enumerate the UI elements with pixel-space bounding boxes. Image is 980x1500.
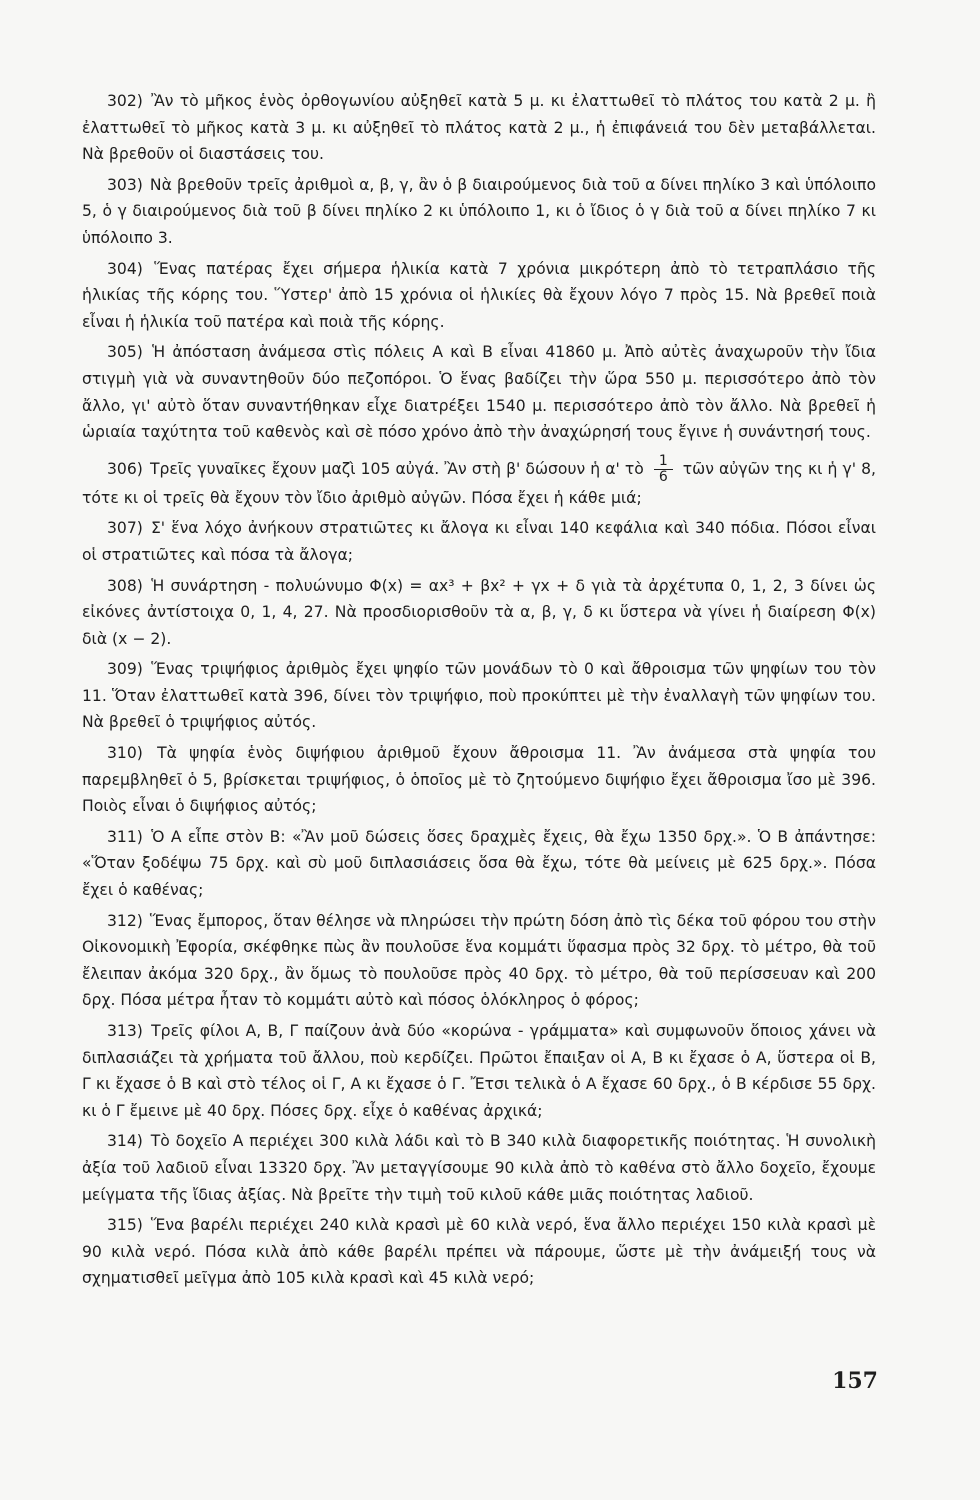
exercise-text: Ἡ συνάρτηση - πολυώνυμο Φ(x) = αx³ + βx² + γx + δ γιὰ τὰ ἀρχέτυπα 0, 1, 2, 3 δίνει ὡς εἰκόνες ἀντίστοιχα 0, 1, 4, 27. Νὰ προσδιορισθοῦν τὰ α, β, γ, δ κι ὕστερα νὰ γίνει ἡ διαίρεση Φ(x) διὰ (x − 2).	[82, 576, 876, 648]
exercise-309	[82, 656, 876, 736]
page-number: 157	[832, 1368, 878, 1394]
fraction-one-sixth	[654, 454, 673, 485]
exercise-number: 304)	[107, 259, 143, 278]
exercise-314	[82, 1128, 876, 1208]
exercise-311	[82, 824, 876, 904]
exercise-number: 312)	[107, 911, 143, 930]
exercise-text: Τρεῖς φίλοι Α, Β, Γ παίζουν ἀνὰ δύο «κορώνα - γράμματα» καὶ συμφωνοῦν ὅποιος χάνει νὰ διπλασιάζει τὰ χρήματα τοῦ ἄλλου, ποὺ κερδίζει. Πρῶτοι ἔπαιξαν οἱ Α, Β κι ἔχασε ὁ Α, ὕστερα οἱ Β, Γ κι ἔχασε ὁ Β καὶ στὸ τέλος οἱ Γ, Α κι ἔχασε ὁ Γ. Ἔτσι τελικὰ ὁ Α ἔχασε 60 δρχ., ὁ Β κέρδισε 55 δρχ. κι ὁ Γ ἔμεινε μὲ 40 δρχ. Πόσες δρχ. εἶχε ὁ καθένας ἀρχικά;	[82, 1022, 876, 1120]
exercise-number: 315)	[107, 1216, 143, 1235]
exercise-number: 310)	[107, 744, 143, 763]
exercise-305	[82, 339, 876, 445]
exercise-number: 302)	[107, 92, 143, 110]
exercise-310	[82, 740, 876, 820]
exercise-number: 313)	[107, 1022, 143, 1040]
exercise-315	[82, 1212, 876, 1292]
exercise-303	[82, 172, 876, 252]
exercise-306	[82, 454, 876, 512]
exercise-text: Ἡ ἀπόσταση ἀνάμεσα στὶς πόλεις Α καὶ Β εἶναι 41860 μ. Ἀπὸ αὐτὲς ἀναχωροῦν τὴν ἴδια στιγμὴ γιὰ νὰ συναντηθοῦν δύο πεζοπόροι. Ὁ ἕνας βαδίζει τὴν ὥρα 550 μ. περισσότερο ἀπὸ τὸν ἄλλο, γι' αὐτὸ ὅταν συναντήθηκαν εἶχε διατρέξει 1540 μ. περισσότερο ἀπὸ τὸν ἄλλο. Νὰ βρεθεῖ ἡ ὡριαία ταχύτητα τοῦ καθενὸς καὶ σὲ πόσο χρόνο ἀπὸ τὴν ἀναχώρησή τους ἔγινε ἡ συνάντησή τους.	[82, 343, 876, 442]
exercise-number: 308)	[107, 576, 143, 595]
exercise-313	[82, 1018, 876, 1124]
exercise-number: 305)	[107, 343, 143, 362]
exercise-text: Ὁ Α εἶπε στὸν Β: «Ἂν μοῦ δώσεις ὅσες δραχμὲς ἔχεις, θὰ ἔχω 1350 δρχ.». Ὁ Β ἀπάντησε: «Ὅταν ξοδέψω 75 δρχ. καὶ σὺ μοῦ διπλασιάσεις ὅσα θὰ ἔχω, τότε θὰ μείνεις μὲ 625 δρχ.». Πόσα ἔχει ὁ καθένας;	[82, 827, 876, 900]
exercise-308	[82, 573, 876, 653]
exercise-text: Ἕνα βαρέλι περιέχει 240 κιλὰ κρασὶ μὲ 60 κιλὰ νερό, ἕνα ἄλλο περιέχει 150 κιλὰ κρασὶ μὲ 90 κιλὰ νερό. Πόσα κιλὰ ἀπὸ κάθε βαρέλι πρέπει νὰ πάρουμε, ὥστε μὲ τὴν ἀνάμειξή τους νὰ σχηματισθεῖ μεῖγμα ἀπὸ 105 κιλὰ κρασὶ καὶ 45 κιλὰ νερό;	[82, 1216, 876, 1288]
exercise-text: Τὰ ψηφία ἑνὸς διψήφιου ἀριθμοῦ ἔχουν ἄθροισμα 11. Ἂν ἀνάμεσα στὰ ψηφία του παρεμβληθεῖ ὁ 5, βρίσκεται τριψήφιος, ὁ ὁποῖος μὲ τὸ ζητούμενο διψήφιο ἔχει ἄθροισμα ἴσο μὲ 396. Ποιὸς εἶναι ὁ διψήφιος αὐτός;	[82, 744, 876, 816]
exercise-text: Ἕνας ἔμπορος, ὅταν θέλησε νὰ πληρώσει τὴν πρώτη δόση ἀπὸ τὶς δέκα τοῦ φόρου του στὴν Οἰκονομικὴ Ἐφορία, σκέφθηκε πὼς ἂν πουλοῦσε ἕνα κομμάτι ὕφασμα πρὸς 32 δρχ. τὸ μέτρο, θὰ τοῦ ἔλειπαν ἀκόμα 320 δρχ., ἂν ὅμως τὸ πουλοῦσε πρὸς 40 δρχ. τὸ μέτρο, θὰ τοῦ περίσσευαν καὶ 200 δρχ. Πόσα μέτρα ἦταν τὸ κομμάτι αὐτὸ καὶ πόσος ὁλόκληρος ὁ φόρος;	[82, 911, 876, 1010]
exercise-text-before-fraction: Τρεῖς γυναῖκες ἔχουν μαζὶ 105 αὐγά. Ἂν στὴ β' δώσουν ἡ α' τὸ	[149, 459, 644, 478]
fraction-denominator: 6	[658, 468, 668, 485]
exercise-307	[82, 515, 876, 568]
exercise-number: 314)	[107, 1132, 143, 1151]
exercise-text: Ἕνας τριψήφιος ἀριθμὸς ἔχει ψηφίο τῶν μονάδων τὸ 0 καὶ ἄθροισμα τῶν ψηφίων του τὸν 11. Ὅταν ἐλαττωθεῖ κατὰ 396, δίνει τὸν τριψήφιο, ποὺ προκύπτει μὲ τὴν ἐναλλαγὴ τῶν ψηφίων του. Νὰ βρεθεῖ ὁ τριψήφιος αὐτός.	[82, 660, 876, 732]
exercise-number: 311)	[107, 827, 143, 846]
exercise-text: Ἂν τὸ μῆκος ἑνὸς ὀρθογωνίου αὐξηθεῖ κατὰ 5 μ. κι ἐλαττωθεῖ τὸ πλάτος του κατὰ 2 μ. ἢ ἐλαττωθεῖ τὸ μῆκος κατὰ 3 μ. κι αὐξηθεῖ τὸ πλάτος κατὰ 2 μ., ἡ ἐπιφάνειά του δὲν μεταβάλλεται. Νὰ βρεθοῦν οἱ διαστάσεις του.	[82, 92, 876, 164]
exercise-number: 303)	[107, 175, 143, 194]
exercise-text: Τὸ δοχεῖο Α περιέχει 300 κιλὰ λάδι καὶ τὸ Β 340 κιλὰ διαφορετικῆς ποιότητας. Ἡ συνολικὴ ἀξία τοῦ λαδιοῦ εἶναι 13320 δρχ. Ἂν μεταγγίσουμε 90 κιλὰ ἀπὸ τὸ καθένα στὸ ἄλλο δοχεῖο, ἔχουμε μείγματα τῆς ἴδιας ἀξίας. Νὰ βρεῖτε τὴν τιμὴ τοῦ κιλοῦ κάθε μιᾶς ποιότητας λαδιοῦ.	[82, 1132, 876, 1204]
exercise-text: Ἕνας πατέρας ἔχει σήμερα ἡλικία κατὰ 7 χρόνια μικρότερη ἀπὸ τὸ τετραπλάσιο τῆς ἡλικίας τῆς κόρης του. Ὕστερ' ἀπὸ 15 χρόνια οἱ ἡλικίες θὰ ἔχουν λόγο 7 πρὸς 15. Νὰ βρεθεῖ ποιὰ εἶναι ἡ ἡλικία τοῦ πατέρα καὶ ποιὰ τῆς κόρης.	[82, 259, 876, 331]
exercise-text: Σ' ἕνα λόχο ἀνήκουν στρατιῶτες κι ἄλογα κι εἶναι 140 κεφάλια καὶ 340 πόδια. Πόσοι εἶναι οἱ στρατιῶτες καὶ πόσα τὰ ἄλογα;	[82, 519, 876, 564]
fraction-numerator: 1	[654, 454, 673, 470]
exercise-text: Νὰ βρεθοῦν τρεῖς ἀριθμοὶ α, β, γ, ἂν ὁ β διαιρούμενος διὰ τοῦ α δίνει πηλίκο 3 καὶ ὑπόλοιπο 5, ὁ γ διαιρούμενος διὰ τοῦ β δίνει πηλίκο 2 κι ὑπόλοιπο 1, κι ὁ ἴδιος ὁ γ διὰ τοῦ α δίνει πηλίκο 7 κι ὑπόλοιπο 3.	[82, 175, 876, 247]
exercise-number: 306)	[107, 459, 143, 478]
exercise-number: 309)	[107, 660, 143, 679]
exercise-text-after-fraction: τῶν αὐγῶν της κι ἡ γ' 8, τότε κι οἱ τρεῖς θὰ ἔχουν τὸν ἴδιο ἀριθμὸ αὐγῶν. Πόσα ἔχει ἡ κάθε μιά;	[82, 459, 876, 507]
exercise-304	[82, 256, 876, 336]
exercise-number: 307)	[107, 519, 143, 538]
exercise-list	[82, 88, 876, 1296]
exercise-302	[82, 88, 876, 168]
exercise-312	[82, 908, 876, 1014]
